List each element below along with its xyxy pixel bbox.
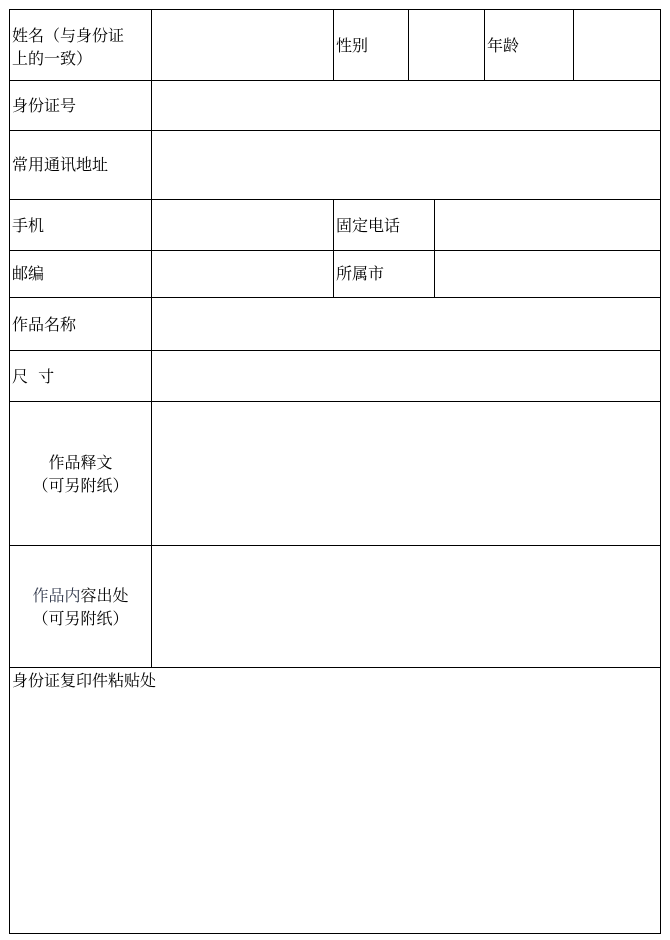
postcode-field[interactable] — [152, 251, 333, 297]
id-copy-area[interactable] — [10, 692, 660, 933]
address-label: 常用通讯地址 — [12, 155, 109, 174]
landline-label: 固定电话 — [336, 216, 401, 235]
city-field[interactable] — [435, 251, 660, 297]
work-text-label-line1: 作品释文 — [48, 453, 113, 472]
work-source-label-line2: （可另附纸） — [32, 609, 129, 628]
mobile-label: 手机 — [12, 216, 45, 235]
work-title-label: 作品名称 — [12, 315, 77, 334]
name-label-line1: 姓名（与身份证 — [12, 26, 125, 45]
gender-field[interactable] — [409, 10, 484, 80]
address-field[interactable] — [152, 131, 660, 199]
work-title-field[interactable] — [152, 298, 660, 350]
id-number-label: 身份证号 — [12, 96, 77, 115]
landline-field[interactable] — [435, 200, 660, 250]
work-source-field[interactable] — [152, 546, 660, 667]
work-text-field[interactable] — [152, 402, 660, 545]
id-number-field[interactable] — [152, 81, 660, 130]
work-text-label — [10, 451, 151, 497]
size-field[interactable] — [152, 351, 660, 401]
size-label: 尺 寸 — [12, 367, 55, 386]
mobile-field[interactable] — [152, 200, 333, 250]
name-label-line2: 上的一致） — [12, 49, 93, 68]
work-text-label-line2: （可另附纸） — [32, 476, 129, 495]
name-label — [12, 24, 124, 70]
work-source-label — [10, 584, 151, 630]
name-field[interactable] — [152, 10, 333, 80]
work-source-label-part1: 作品内 — [32, 586, 81, 605]
gender-label: 性别 — [336, 36, 369, 55]
city-label: 所属市 — [336, 264, 385, 283]
age-field[interactable] — [574, 10, 660, 80]
age-label: 年龄 — [487, 36, 520, 55]
postcode-label: 邮编 — [12, 264, 45, 283]
work-source-label-line1 — [10, 584, 151, 607]
id-copy-label: 身份证复印件粘贴处 — [12, 671, 157, 690]
work-source-label-part2: 容出处 — [80, 586, 129, 605]
